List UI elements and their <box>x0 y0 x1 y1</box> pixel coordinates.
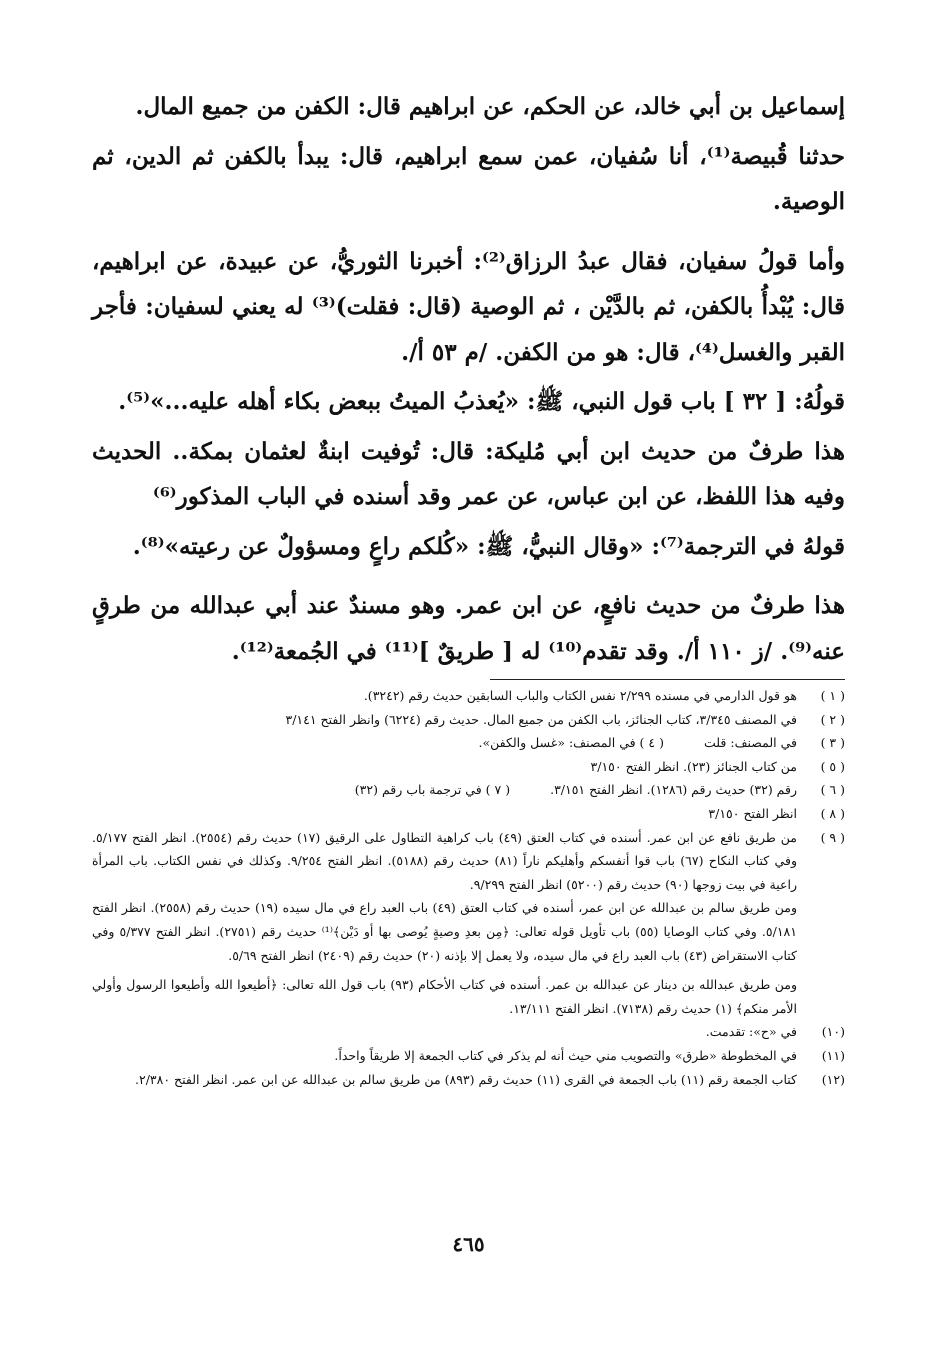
footnote-12 <box>92 1068 845 1092</box>
footnote-9-continuation-2: ومن طريق عبدالله بن دينار عن عبدالله بن عمر. أسنده في كتاب الأحكام (٩٣) باب قول الله تعالى: ﴿أطيعوا الله وأطيعوا الرسول وأولي الأمر منكم﴾ (١) حديث رقم (٧١٣٨). انظر الفتح ١٣/١١١. <box>92 977 797 1016</box>
footnote-number: (١٢) <box>821 1071 845 1087</box>
footnote-text: في «ح»: تقدمت. <box>705 1024 797 1040</box>
footnote-11 <box>92 1044 845 1068</box>
paragraph-7: هذا طرفٌ من حديث نافعٍ، عن ابن عمر. وهو مسندٌ عند أبي عبدالله من طرقٍ عنه⁽⁹⁾. /ز ١١٠ أ/. وقد تقدم⁽¹⁰⁾ له [ طريقٌ ]⁽¹¹⁾ في الجُمعة⁽¹²⁾. <box>92 592 845 665</box>
footnote-number: ( ٩ ) <box>820 829 845 845</box>
main-text <box>92 84 845 678</box>
footnote-6 <box>92 778 845 802</box>
footnote-number: (١١) <box>821 1047 845 1063</box>
paragraph-6: قولهُ في الترجمة⁽⁷⁾: «وقال النبيُّ، ﷺ: «كُلكم راعٍ ومسؤولٌ عن رعيته»⁽⁸⁾. <box>132 532 845 560</box>
footnote-7: ( ٧ ) في ترجمة باب رقم (٣٢) <box>354 782 511 798</box>
footnote-text: انظر الفتح ٣/١٥٠ <box>708 805 797 821</box>
paragraph-3: وأما قولُ سفيان، فقال عبدُ الرزاق⁽²⁾: أخبرنا الثوريُّ، عن عبيدة، عن ابراهيم، قال: يُبْدأُ بالكفن، ثم بالدَّيْن ، ثم الوصية (قال: فقلت)⁽³⁾ له يعني لسفيان: فأجر القبر والغسل⁽⁴⁾، قال: هو من الكفن. /م ٥٣ أ/. <box>92 247 846 366</box>
footnote-text: من طريق نافع عن ابن عمر. أسنده في كتاب العتق (٤٩) باب كراهية التطاول على الرقيق (١٧) حديث رقم (٢٥٥٤). انظر الفتح ٥/١٧٧. وفي كتاب النكاح (٦٧) باب قوا أنفسكم وأهليكم ناراً (٨١) حديث رقم (٥١٨٨). انظر الفتح ٩/٢٥٤. وكذلك في نفس الكتاب. باب المرأة راعية في بيت زوجها (٩٠) حديث رقم (٥٢٠٠) انظر الفتح ٩/٢٩٩. <box>92 829 798 892</box>
footnote-pair <box>92 778 797 802</box>
footnote-10 <box>92 1020 845 1044</box>
footnote-pair <box>92 731 797 755</box>
paragraph-2: حدثنا قُبيصة⁽¹⁾، أنا سُفيان، عمن سمع ابراهيم، قال: يبدأ بالكفن ثم الدين، ثم الوصية. <box>92 142 845 215</box>
footnote-text: كتاب الجمعة رقم (١١) باب الجمعة في القرى (١١) حديث رقم (٨٩٣) من طريق سالم بن عبدالله عن ابن عمر. انظر الفتح ٢/٣٨٠. <box>135 1071 797 1087</box>
footnote-5 <box>92 755 845 779</box>
page-number: ٤٦٥ <box>452 1232 485 1256</box>
footnote-number: ( ٦ ) <box>820 782 845 798</box>
footnote-number: ( ١ ) <box>820 688 845 703</box>
footnote-number: (١٠) <box>821 1024 845 1040</box>
footnote-4: ( ٤ ) في المصنف: «غسل والكفن». <box>478 735 664 751</box>
footnote-9 <box>92 826 845 897</box>
footnote-text: في المصنف ٣/٣٤٥، كتاب الجنائز، باب الكفن من جميع المال. حديث رقم (٦٢٢٤) وانظر الفتح ٣/١٤١ <box>285 711 797 727</box>
footnote-2 <box>92 708 845 732</box>
paragraph-4: قولُهُ: [ ٣٢ ] باب قول النبي، ﷺ: «يُعذبُ الميتُ ببعض بكاء أهله عليه...»⁽⁵⁾. <box>118 388 845 415</box>
footnote-text: رقم (٣٢) حديث رقم (١٢٨٦). انظر الفتح ٣/١٥١. <box>550 782 797 798</box>
paragraph-1: إسماعيل بن أبي خالد، عن الحكم، عن ابراهيم قال: الكفن من جميع المال. <box>135 93 845 120</box>
footnote-text: من كتاب الجنائز (٢٣). انظر الفتح ٣/١٥٠ <box>590 758 797 774</box>
footnote-text: في المصنف: قلت <box>704 735 797 751</box>
footnote-number: ( ٨ ) <box>820 805 845 821</box>
footnote-separator <box>490 679 845 680</box>
footnotes <box>92 684 845 1091</box>
paragraph-5: هذا طرفٌ من حديث ابن أبي مُليكة: قال: تُوفيت ابنةٌ لعثمان بمكة.. الحديث وفيه هذا اللفظ، عن ابن عباس، عن عمر وقد أسنده في الباب المذكور⁽⁶⁾ <box>92 437 845 510</box>
footnote-9-continuation-1: ومن طريق سالم بن عبدالله عن ابن عمر، أسنده في كتاب العتق (٤٩) باب العبد راع في مال سيده (١٩) حديث رقم (٢٥٥٨). انظر الفتح ٥/١٨١. وفي كتاب الوصايا (٥٥) باب تأويل قوله تعالى: ﴿مِن بعدِ وصيةٍ يُوصى بها أو دَيْن﴾⁽¹⁾ حديث رقم (٢٧٥١). انظر الفتح ٥/٣٧٧ وفي كتاب الاستقراض (٤٣) باب العبد راع في مال سيده، ولا يعمل إلا بإذنه (٢٠) حديث رقم (٢٤٠٩) انظر الفتح ٥/٦٩. <box>92 900 797 963</box>
footnote-number: ( ٥ ) <box>820 758 845 774</box>
footnote-text: هو قول الدارمي في مسنده ٢/٢٩٩ نفس الكتاب والباب السابقين حديث رقم (٣٢٤٢). <box>363 688 797 703</box>
footnote-1 <box>92 684 845 708</box>
footnote-8 <box>92 802 845 826</box>
footnote-number: ( ٣ ) <box>820 735 845 751</box>
footnote-number: ( ٢ ) <box>820 711 845 727</box>
footnote-3 <box>92 731 845 755</box>
footnote-text: في المخطوطة «طرق» والتصويب مني حيث أنه لم يذكر في كتاب الجمعة إلا طريقاً واحداً. <box>334 1047 797 1063</box>
